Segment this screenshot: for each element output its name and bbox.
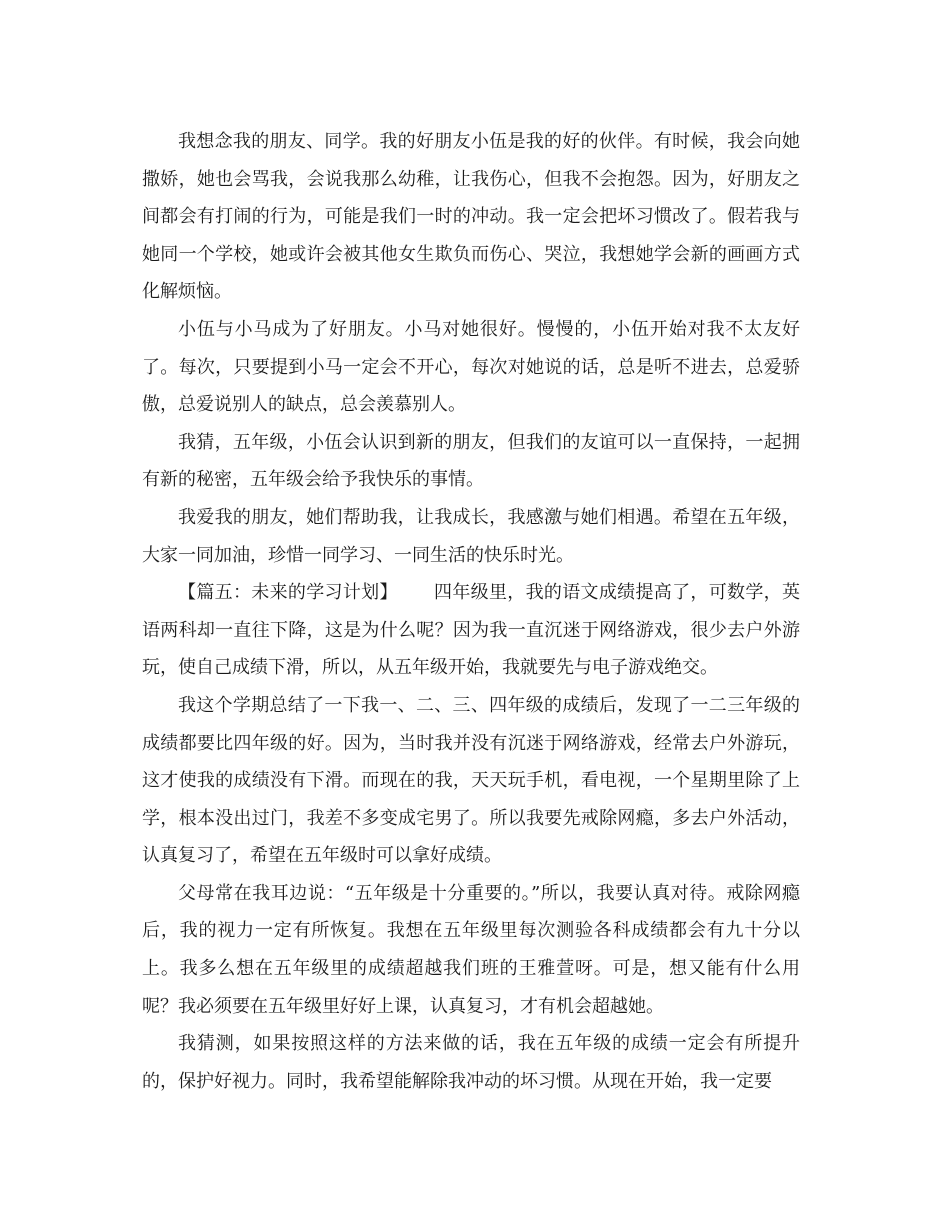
paragraph-xiaowu-xiaoma: 小伍与小马成为了好朋友。小马对她很好。慢慢的，小伍开始对我不太友好了。每次，只要提到小马一定会不开心，每次对她说的话，总是听不进去，总爱骄傲，总爱说别人的缺点，总会羡慕别人。: [142, 318, 800, 416]
section-heading: 【篇五：未来的学习计划】: [178, 582, 398, 604]
paragraph-love-friends: 我爱我的朋友，她们帮助我，让我成长，我感激与她们相遇。希望在五年级，大家一同加油，珍惜一同学习、一同生活的快乐时光。: [142, 506, 800, 566]
paragraph-section-five-intro: [142, 574, 800, 687]
heading-gap: [398, 582, 434, 603]
paragraph-grade-five-guess: 我猜，五年级，小伍会认识到新的朋友，但我们的友谊可以一直保持，一起拥有新的秘密，五年级会给予我快乐的事情。: [142, 431, 800, 491]
paragraph-semester-summary: 我这个学期总结了一下我一、二、三、四年级的成绩后，发现了一二三年级的成绩都要比四年级的好。因为，当时我并没有沉迷于网络游戏，经常去户外游玩，这才使我的成绩没有下滑。而现在的我，天天玩手机，看电视，一个星期里除了上学，根本没出过门，我差不多变成宅男了。所以我要先戒除网瘾，多去户外活动，认真复习了，希望在五年级时可以拿好成绩。: [142, 694, 800, 867]
paragraph-plan-outcome: 我猜测，如果按照这样的方法来做的话，我在五年级的成绩一定会有所提升的，保护好视力。同时，我希望能解除我冲动的坏习惯。从现在开始，我一定要: [142, 1033, 800, 1092]
paragraph-missing-friends: 我想念我的朋友、同学。我的好朋友小伍是我的好的伙伴。有时候，我会向她撒娇，她也会骂我，会说我那么幼稚，让我伤心，但我不会抱怨。因为，好朋友之间都会有打闹的行为，可能是我们一时的冲动。我一定会把坏习惯改了。假若我与她同一个学校，她或许会被其他女生欺负而伤心、哭泣，我想她学会新的画画方式化解烦恼。: [142, 131, 800, 303]
document-body: [142, 123, 800, 1100]
paragraph-parents-advice: 父母常在我耳边说：“五年级是十分重要的。”所以，我要认真对待。戒除网瘾后，我的视力一定有所恢复。我想在五年级里每次测验各科成绩都会有九十分以上。我多么想在五年级里的成绩超越我们班的王雅萱呀。可是，想又能有什么用呢？我必须要在五年级里好好上课，认真复习，才有机会超越她。: [142, 882, 800, 1017]
section-first-text: 四年级里，我的语文成绩提高了，可数学，英语两科却一直往下降，这是为什么呢？因为我一直沉迷于网络游戏，很少去户外游玩，使自己成绩下滑，所以，从五年级开始，我就要先与电子游戏绝交。: [142, 582, 800, 679]
